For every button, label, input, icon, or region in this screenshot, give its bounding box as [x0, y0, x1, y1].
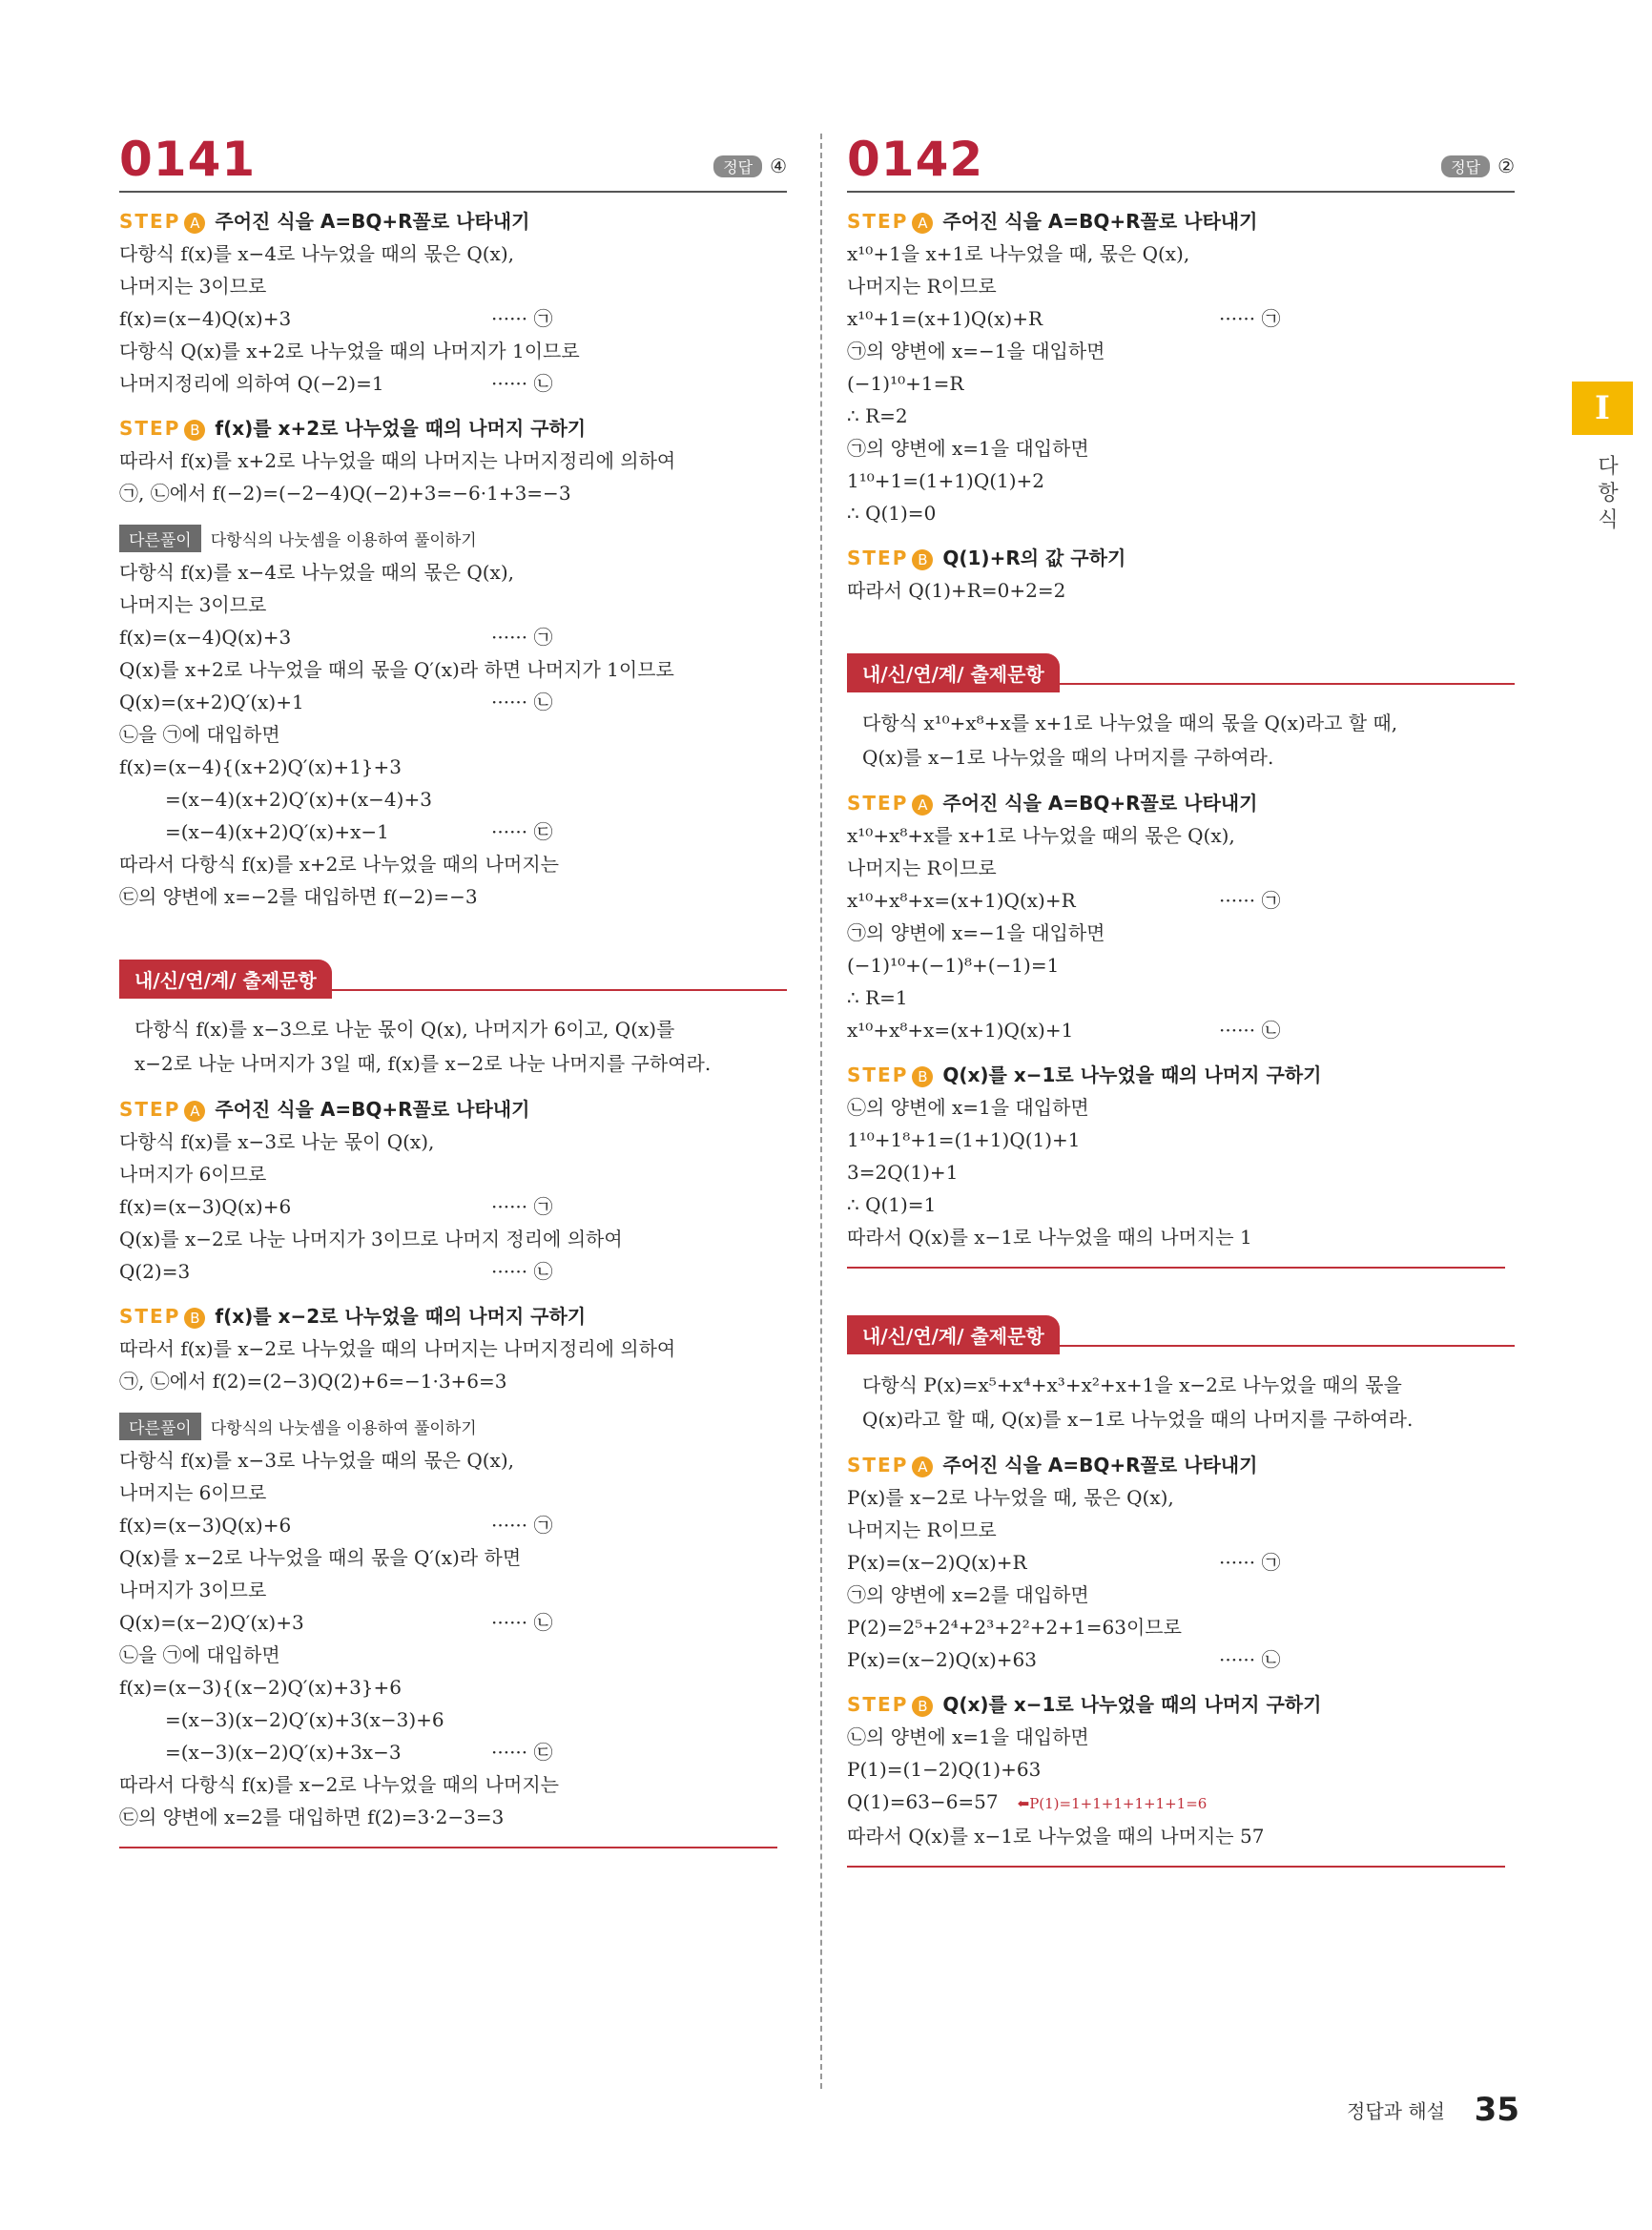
line-text: f(x)=(x−4)Q(x)+3	[119, 307, 292, 330]
line-text: f(x)=(x−3)Q(x)+6	[119, 1514, 292, 1537]
step-block	[847, 206, 1515, 529]
step-label: STEP	[847, 210, 909, 233]
solution-line	[119, 1736, 787, 1768]
solution-line	[119, 237, 787, 270]
line-text: Q(x)를 x−2로 나눈 나머지가 3이므로 나머지 정리에 의하여	[119, 1228, 623, 1250]
step-heading	[847, 1060, 1515, 1087]
line-text: ㉢의 양변에 x=2를 대입하면 f(2)=3·2−3=3	[119, 1806, 505, 1828]
problem-heading	[119, 951, 787, 991]
line-text: =(x−4)(x+2)Q′(x)+x−1	[165, 820, 389, 843]
line-text: 나머지는 R이므로	[847, 857, 997, 879]
solution-line	[119, 848, 787, 880]
step-label: STEP	[119, 1098, 181, 1121]
problem-header	[119, 122, 787, 193]
solution-line	[847, 1611, 1515, 1643]
solution-line	[119, 367, 787, 400]
line-text: 다항식 f(x)를 x−4로 나누었을 때의 몫은 Q(x),	[119, 561, 514, 584]
solution-line	[119, 783, 787, 816]
equation-tag: ······ ㉠	[491, 307, 553, 330]
equation-tag: ······ ㉠	[491, 626, 553, 649]
step-title: 주어진 식을 A=BQ+R꼴로 나타내기	[942, 1454, 1258, 1476]
solution-line	[119, 1606, 787, 1639]
line-text: P(x)=(x−2)Q(x)+63	[847, 1648, 1037, 1671]
solution-line	[847, 270, 1515, 302]
solution-line	[119, 1541, 787, 1574]
step-title: 주어진 식을 A=BQ+R꼴로 나타내기	[215, 210, 530, 233]
line-text: x¹⁰+x⁸+x=(x+1)Q(x)+1	[847, 1019, 1074, 1042]
related-solution-steps	[119, 1094, 787, 1397]
solution-line	[847, 884, 1515, 917]
step-block	[119, 1301, 787, 1397]
equation-tag: ······ ㉢	[491, 1741, 553, 1764]
line-text: Q(x)를 x+2로 나누었을 때의 몫을 Q′(x)라 하면 나머지가 1이므로	[119, 658, 674, 681]
related-problem	[119, 951, 787, 1081]
solution-line	[119, 1801, 787, 1833]
solution-line	[119, 1703, 787, 1736]
answer-value: ②	[1497, 155, 1515, 177]
line-text: =(x−3)(x−2)Q′(x)+3x−3	[165, 1741, 402, 1764]
solution-line	[119, 1671, 787, 1703]
line-text: 따라서 다항식 f(x)를 x−2로 나누었을 때의 나머지는	[119, 1773, 559, 1796]
line-text: 따라서 Q(x)를 x−1로 나누었을 때의 나머지는 1	[847, 1226, 1252, 1249]
step-heading	[847, 1450, 1515, 1477]
solution-line	[119, 1223, 787, 1255]
step-heading	[847, 1689, 1515, 1717]
solution-steps	[119, 206, 787, 509]
problem-text	[862, 1368, 1515, 1436]
related-solution-steps	[847, 1450, 1515, 1852]
alt-heading	[119, 1413, 787, 1440]
solution-line	[119, 718, 787, 751]
solution-line	[119, 444, 787, 477]
side-note: ⬅P(1)=1+1+1+1+1+1=6	[1017, 1795, 1208, 1812]
problem-heading	[847, 1307, 1515, 1347]
problem-text	[134, 1012, 787, 1081]
solution-line	[119, 1158, 787, 1190]
problem-number: 0141	[119, 132, 257, 187]
problem-line: 다항식 P(x)=x⁵+x⁴+x³+x²+x+1을 x−2로 나누었을 때의 몫을	[862, 1373, 1402, 1396]
line-text: x¹⁰+1=(x+1)Q(x)+R	[847, 307, 1043, 330]
step-letter: B	[184, 420, 205, 441]
solution-line	[119, 335, 787, 367]
line-text: ∴ R=1	[847, 986, 908, 1009]
line-text: 따라서 다항식 f(x)를 x+2로 나누었을 때의 나머지는	[119, 853, 559, 876]
alt-solution	[119, 525, 787, 913]
step-title: f(x)를 x−2로 나누었을 때의 나머지 구하기	[215, 1305, 587, 1328]
solution-line	[119, 1444, 787, 1476]
solution-line	[119, 1476, 787, 1509]
equation-tag: ······ ㉡	[491, 691, 553, 713]
problem-number: 0142	[847, 132, 984, 187]
step-block	[119, 206, 787, 400]
problem-line: 다항식 x¹⁰+x⁸+x를 x+1로 나누었을 때의 몫을 Q(x)라고 할 때,	[862, 712, 1398, 734]
left-column	[119, 122, 787, 1848]
solution-line	[847, 1579, 1515, 1611]
line-text: 나머지정리에 의하여 Q(−2)=1	[119, 372, 384, 395]
step-block	[119, 1094, 787, 1288]
page-number: 35	[1474, 2091, 1519, 2129]
step-heading	[119, 413, 787, 441]
solution-line	[119, 1365, 787, 1397]
line-text: ∴ Q(1)=1	[847, 1193, 937, 1216]
line-text: ㉢의 양변에 x=−2를 대입하면 f(−2)=−3	[119, 885, 478, 908]
line-text: P(1)=(1−2)Q(1)+63	[847, 1758, 1042, 1781]
step-letter: B	[912, 1066, 933, 1087]
equation-tag: ······ ㉡	[491, 372, 553, 395]
answer-badge: 정답	[1441, 155, 1490, 177]
page-footer	[1347, 2091, 1519, 2129]
problem-text	[862, 706, 1515, 774]
equation-tag: ······ ㉠	[491, 1514, 553, 1537]
line-text: 따라서 Q(x)를 x−1로 나누었을 때의 나머지는 57	[847, 1825, 1265, 1848]
step-block	[847, 1450, 1515, 1676]
line-text: =(x−4)(x+2)Q′(x)+(x−4)+3	[165, 788, 432, 811]
line-text: 3=2Q(1)+1	[847, 1161, 959, 1184]
solution-line	[847, 1091, 1515, 1124]
step-label: STEP	[847, 1063, 909, 1086]
step-label: STEP	[847, 1454, 909, 1476]
alt-badge: 다른풀이	[119, 1413, 201, 1440]
line-text: ㉠의 양변에 x=−1을 대입하면	[847, 921, 1105, 944]
line-text: 다항식 Q(x)를 x+2로 나누었을 때의 나머지가 1이므로	[119, 340, 580, 362]
step-letter: B	[912, 1696, 933, 1717]
line-text: 나머지는 3이므로	[119, 593, 267, 616]
solution-line	[847, 1786, 1515, 1820]
problem-badge: 내/신/연/계/ 출제문항	[847, 1315, 1060, 1354]
line-text: (−1)¹⁰+1=R	[847, 372, 964, 395]
solution-line	[119, 477, 787, 509]
equation-tag: ······ ㉠	[1219, 1551, 1281, 1574]
line-text: Q(x)=(x+2)Q′(x)+1	[119, 691, 304, 713]
solution-line	[847, 1546, 1515, 1579]
step-label: STEP	[119, 210, 181, 233]
line-text: ㉠, ㉡에서 f(−2)=(−2−4)Q(−2)+3=−6·1+3=−3	[119, 482, 571, 505]
line-text: x¹⁰+x⁸+x=(x+1)Q(x)+R	[847, 889, 1076, 912]
solution-line	[847, 949, 1515, 981]
line-text: Q(x)를 x−2로 나누었을 때의 몫을 Q′(x)라 하면	[119, 1546, 522, 1569]
solution-line	[847, 1014, 1515, 1046]
problem-line: 다항식 f(x)를 x−3으로 나눈 몫이 Q(x), 나머지가 6이고, Q(x)를	[134, 1018, 675, 1041]
line-text: 나머지는 3이므로	[119, 275, 267, 298]
line-text: f(x)=(x−4){(x+2)Q′(x)+1}+3	[119, 755, 403, 778]
line-text: Q(1)=63−6=57	[847, 1790, 999, 1813]
section-end-rule	[119, 1847, 777, 1848]
step-heading	[847, 788, 1515, 816]
solution-line	[847, 1820, 1515, 1852]
alt-title: 다항식의 나눗셈을 이용하여 풀이하기	[210, 1419, 477, 1438]
solution-line	[119, 1509, 787, 1541]
line-text: 1¹⁰+1=(1+1)Q(1)+2	[847, 469, 1045, 492]
problem-header	[847, 122, 1515, 193]
solution-line	[119, 588, 787, 621]
solution-line	[847, 302, 1515, 335]
answer-badge: 정답	[713, 155, 762, 177]
line-text: P(x)를 x−2로 나누었을 때, 몫은 Q(x),	[847, 1486, 1174, 1509]
step-letter: A	[184, 1101, 205, 1122]
equation-tag: ······ ㉠	[1219, 307, 1281, 330]
line-text: P(x)=(x−2)Q(x)+R	[847, 1551, 1027, 1574]
line-text: f(x)=(x−3)Q(x)+6	[119, 1195, 292, 1218]
line-text: Q(x)=(x−2)Q′(x)+3	[119, 1611, 304, 1634]
solution-line	[119, 1639, 787, 1671]
step-title: 주어진 식을 A=BQ+R꼴로 나타내기	[215, 1098, 530, 1121]
line-text: ∴ R=2	[847, 404, 908, 427]
right-column	[847, 122, 1515, 1868]
step-label: STEP	[119, 417, 181, 440]
solution-line	[119, 302, 787, 335]
step-letter: B	[184, 1308, 205, 1329]
solution-line	[119, 270, 787, 302]
answer	[713, 155, 787, 177]
step-label: STEP	[847, 1693, 909, 1716]
alt-solution	[119, 1413, 787, 1833]
line-text: ㉡의 양변에 x=1을 대입하면	[847, 1096, 1089, 1119]
line-text: 나머지는 6이므로	[119, 1481, 267, 1504]
step-heading	[119, 1094, 787, 1122]
solution-line	[847, 1514, 1515, 1546]
solution-line	[847, 237, 1515, 270]
solution-line	[847, 574, 1515, 607]
solution-line	[119, 1255, 787, 1288]
step-title: Q(x)를 x−1로 나누었을 때의 나머지 구하기	[942, 1063, 1322, 1086]
line-text: 따라서 Q(1)+R=0+2=2	[847, 579, 1066, 602]
step-title: f(x)를 x+2로 나누었을 때의 나머지 구하기	[215, 417, 587, 440]
solution-line	[119, 1332, 787, 1365]
line-text: 따라서 f(x)를 x+2로 나누었을 때의 나머지는 나머지정리에 의하여	[119, 449, 676, 472]
step-heading	[847, 543, 1515, 570]
footer-title: 정답과 해설	[1347, 2099, 1445, 2123]
problem-heading	[847, 645, 1515, 685]
solution-line	[847, 465, 1515, 497]
line-text: ㉠, ㉡에서 f(2)=(2−3)Q(2)+6=−1·3+6=3	[119, 1370, 507, 1393]
solution-steps	[847, 206, 1515, 607]
problem-line: Q(x)라고 할 때, Q(x)를 x−1로 나누었을 때의 나머지를 구하여라.	[862, 1408, 1414, 1431]
step-heading	[847, 206, 1515, 234]
alt-heading	[119, 525, 787, 552]
problem-badge: 내/신/연/계/ 출제문항	[847, 653, 1060, 692]
solution-line	[847, 1124, 1515, 1156]
step-block	[847, 1689, 1515, 1852]
solution-line	[119, 686, 787, 718]
step-block	[847, 1060, 1515, 1253]
answer	[1441, 155, 1515, 177]
line-text: ㉡을 ㉠에 대입하면	[119, 723, 280, 746]
solution-line	[847, 1721, 1515, 1753]
line-text: 다항식 f(x)를 x−3로 나눈 몫이 Q(x),	[119, 1130, 435, 1153]
section-end-rule	[847, 1267, 1505, 1269]
solution-line	[119, 816, 787, 848]
problem-line: x−2로 나눈 나머지가 3일 때, f(x)를 x−2로 나눈 나머지를 구하여라.	[134, 1052, 712, 1075]
solution-line	[119, 653, 787, 686]
related-solution-steps	[847, 788, 1515, 1253]
related-problem	[847, 645, 1515, 774]
solution-line	[847, 432, 1515, 465]
solution-line	[119, 1768, 787, 1801]
equation-tag: ······ ㉡	[1219, 1648, 1281, 1671]
related-problem	[847, 1307, 1515, 1436]
step-block	[119, 413, 787, 509]
line-text: P(2)=2⁵+2⁴+2³+2²+2+1=63이므로	[847, 1616, 1182, 1639]
equation-tag: ······ ㉡	[491, 1611, 553, 1634]
line-text: ㉠의 양변에 x=−1을 대입하면	[847, 340, 1105, 362]
solution-line	[847, 335, 1515, 367]
step-title: Q(x)를 x−1로 나누었을 때의 나머지 구하기	[942, 1693, 1322, 1716]
chapter-tab: I	[1572, 382, 1633, 435]
solution-line	[847, 819, 1515, 852]
solution-line	[119, 751, 787, 783]
solution-line	[847, 981, 1515, 1014]
step-title: 주어진 식을 A=BQ+R꼴로 나타내기	[942, 792, 1258, 815]
solution-line	[847, 1156, 1515, 1188]
step-heading	[119, 1301, 787, 1329]
line-text: x¹⁰+1을 x+1로 나누었을 때, 몫은 Q(x),	[847, 242, 1190, 265]
column-divider	[820, 134, 822, 2089]
solution-line	[847, 1221, 1515, 1253]
solution-line	[847, 852, 1515, 884]
step-block	[847, 788, 1515, 1046]
equation-tag: ······ ㉡	[491, 1260, 553, 1283]
step-label: STEP	[847, 547, 909, 569]
solution-line	[847, 400, 1515, 432]
solution-line	[847, 1643, 1515, 1676]
step-label: STEP	[119, 1305, 181, 1328]
step-heading	[119, 206, 787, 234]
equation-tag: ······ ㉢	[491, 820, 553, 843]
step-letter: A	[912, 1456, 933, 1477]
step-label: STEP	[847, 792, 909, 815]
solution-line	[847, 1753, 1515, 1786]
line-text: f(x)=(x−3){(x−2)Q′(x)+3}+6	[119, 1676, 403, 1699]
line-text: ㉡의 양변에 x=1을 대입하면	[847, 1725, 1089, 1748]
solution-line	[847, 497, 1515, 529]
line-text: 나머지가 3이므로	[119, 1579, 267, 1601]
solution-line	[119, 880, 787, 913]
answer-value: ④	[770, 155, 787, 177]
solution-line	[119, 556, 787, 588]
line-text: =(x−3)(x−2)Q′(x)+3(x−3)+6	[165, 1708, 444, 1731]
line-text: ㉠의 양변에 x=2를 대입하면	[847, 1583, 1089, 1606]
step-letter: A	[912, 795, 933, 816]
section-end-rule	[847, 1866, 1505, 1868]
line-text: (−1)¹⁰+(−1)⁸+(−1)=1	[847, 954, 1060, 977]
solution-line	[847, 1481, 1515, 1514]
solution-line	[119, 621, 787, 653]
line-text: x¹⁰+x⁸+x를 x+1로 나누었을 때의 몫은 Q(x),	[847, 824, 1235, 847]
step-letter: B	[912, 549, 933, 570]
line-text: 나머지는 R이므로	[847, 1518, 997, 1541]
equation-tag: ······ ㉠	[491, 1195, 553, 1218]
line-text: ㉡을 ㉠에 대입하면	[119, 1643, 280, 1666]
problem-badge: 내/신/연/계/ 출제문항	[119, 960, 332, 999]
solution-line	[119, 1190, 787, 1223]
line-text: Q(2)=3	[119, 1260, 191, 1283]
alt-title: 다항식의 나눗셈을 이용하여 풀이하기	[210, 531, 477, 550]
solution-line	[847, 367, 1515, 400]
alt-badge: 다른풀이	[119, 525, 201, 552]
line-text: 1¹⁰+1⁸+1=(1+1)Q(1)+1	[847, 1128, 1081, 1151]
line-text: 다항식 f(x)를 x−4로 나누었을 때의 몫은 Q(x),	[119, 242, 514, 265]
line-text: 나머지는 R이므로	[847, 275, 997, 298]
equation-tag: ······ ㉡	[1219, 1019, 1281, 1042]
line-text: 따라서 f(x)를 x−2로 나누었을 때의 나머지는 나머지정리에 의하여	[119, 1337, 676, 1360]
solution-line	[119, 1125, 787, 1158]
line-text: 다항식 f(x)를 x−3로 나누었을 때의 몫은 Q(x),	[119, 1449, 514, 1472]
step-title: 주어진 식을 A=BQ+R꼴로 나타내기	[942, 210, 1258, 233]
solution-line	[847, 1188, 1515, 1221]
step-block	[847, 543, 1515, 607]
line-text: f(x)=(x−4)Q(x)+3	[119, 626, 292, 649]
solution-line	[847, 917, 1515, 949]
line-text: ㉠의 양변에 x=1을 대입하면	[847, 437, 1089, 460]
step-title: Q(1)+R의 값 구하기	[942, 547, 1126, 569]
chapter-label: 다항식	[1598, 455, 1619, 532]
equation-tag: ······ ㉠	[1219, 889, 1281, 912]
step-letter: A	[184, 213, 205, 234]
step-letter: A	[912, 213, 933, 234]
solution-line	[119, 1574, 787, 1606]
line-text: ∴ Q(1)=0	[847, 502, 937, 525]
problem-line: Q(x)를 x−1로 나누었을 때의 나머지를 구하여라.	[862, 746, 1274, 769]
line-text: 나머지가 6이므로	[119, 1163, 267, 1186]
